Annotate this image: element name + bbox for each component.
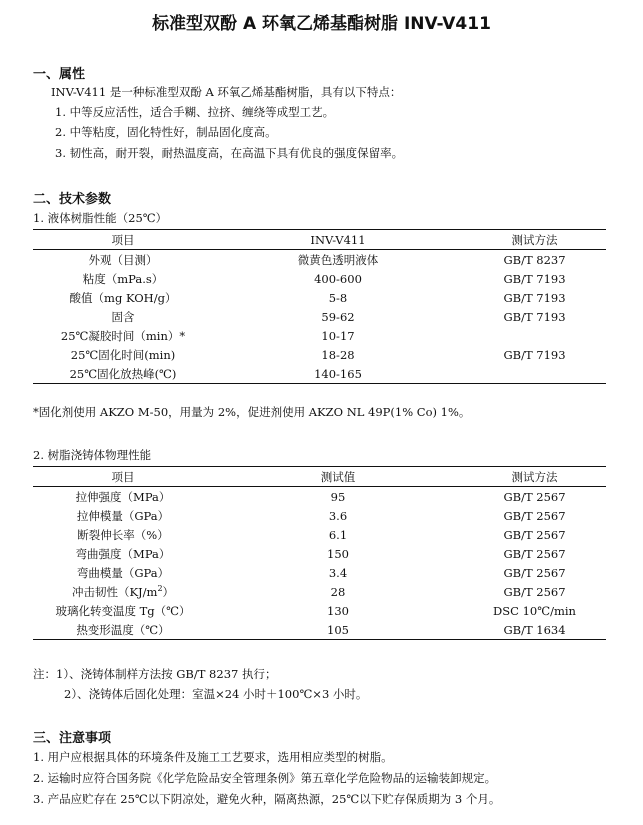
table-cell: GB/T 2567 — [503, 546, 566, 561]
column-header: 项目 — [111, 469, 135, 484]
column-header: INV-V411 — [310, 232, 366, 247]
table-cell: GB/T 2567 — [503, 565, 566, 580]
document-title: 标准型双酚 A 环氧乙烯基酯树脂 INV-V411 — [152, 14, 491, 34]
table-cell: 105 — [327, 622, 349, 637]
table-cell: GB/T 2567 — [503, 489, 566, 504]
column-header: 项目 — [111, 232, 135, 247]
table-row — [33, 563, 606, 582]
table-row — [33, 364, 606, 384]
table-cell — [463, 326, 606, 345]
table-row — [33, 269, 606, 288]
table-cell: 25℃固化时间(min) — [70, 347, 176, 362]
table-cell: 95 — [330, 489, 346, 504]
table-cell: 固含 — [111, 309, 135, 324]
table-row — [33, 345, 606, 364]
table-cell: 150 — [327, 546, 349, 561]
table-cell: 酸值（mg KOH/g） — [69, 290, 177, 305]
table-cell: GB/T 7193 — [503, 309, 566, 324]
table-cell: 59-62 — [321, 309, 355, 324]
table-cell: GB/T 8237 — [503, 252, 566, 267]
table-cell: 6.1 — [328, 527, 348, 542]
table-cell: 3.6 — [328, 508, 348, 523]
table-cell — [33, 582, 213, 601]
casting-properties-table — [33, 466, 606, 640]
table-cell: 拉伸模量（GPa） — [76, 508, 170, 523]
caution-item: 3. 产品应贮存在 25℃以下阴凉处，避免火种，隔离热源，25℃以下贮存保质期为 3 个月。 — [33, 792, 501, 806]
superscript: 2 — [157, 583, 163, 593]
table-cell: GB/T 7193 — [503, 347, 566, 362]
table-cell: 25℃凝胶时间（min）* — [60, 328, 186, 343]
table-cell: 3.4 — [328, 565, 348, 580]
table-row — [33, 487, 606, 507]
table-cell: GB/T 2567 — [503, 508, 566, 523]
table-cell: GB/T 7193 — [503, 271, 566, 286]
table-cell: 拉伸强度（MPa） — [75, 489, 171, 504]
table-cell: 130 — [327, 603, 349, 618]
table-row — [33, 525, 606, 544]
table-cell: 粘度（mPa.s） — [82, 271, 164, 286]
table-cell: 热变形温度（℃） — [76, 622, 170, 637]
table-header-row — [33, 230, 606, 250]
impact-label: 冲击韧性（KJ/m — [71, 584, 158, 599]
table-cell: 玻璃化转变温度 Tg（℃） — [55, 603, 191, 618]
section-heading-cautions: 三、注意事项 — [33, 731, 112, 746]
table-cell: 140-165 — [314, 366, 362, 381]
table-header-row — [33, 467, 606, 487]
table-row — [33, 506, 606, 525]
casting-note: 注：1）、浇铸体制样方法按 GB/T 8237 执行； — [33, 667, 277, 681]
table-cell: 28 — [330, 584, 346, 599]
caution-item: 1. 用户应根据具体的环境条件及施工工艺要求，选用相应类型的树脂。 — [33, 750, 393, 764]
liquid-table-caption: 1. 液体树脂性能（25℃） — [33, 211, 168, 225]
table-row — [33, 307, 606, 326]
column-header: 测试值 — [320, 469, 356, 484]
table-row — [33, 288, 606, 307]
column-header: 测试方法 — [511, 469, 558, 484]
table-cell: 弯曲模量（GPa） — [76, 565, 170, 580]
table-cell: 断裂伸长率（%） — [77, 527, 169, 542]
table-row — [33, 250, 606, 270]
table-cell: 5-8 — [328, 290, 348, 305]
liquid-table-footnote: *固化剂使用 AKZO M-50，用量为 2%，促进剂使用 AKZO NL 49P(1% Co) 1%。 — [33, 405, 471, 419]
properties-item: 2. 中等粘度，固化特性好，制品固化度高。 — [55, 125, 277, 139]
table-row — [33, 582, 606, 601]
liquid-resin-table — [33, 229, 606, 384]
table-cell: GB/T 2567 — [503, 527, 566, 542]
table-cell: 400-600 — [314, 271, 362, 286]
table-cell: GB/T 2567 — [503, 584, 566, 599]
table-cell: GB/T 1634 — [503, 622, 566, 637]
section-heading-properties: 一、属性 — [33, 67, 86, 82]
section-heading-tech: 二、技术参数 — [33, 192, 112, 207]
table-cell — [463, 364, 606, 384]
properties-item: 3. 韧性高，耐开裂，耐热温度高，在高温下具有优良的强度保留率。 — [55, 146, 404, 160]
casting-table-caption: 2. 树脂浇铸体物理性能 — [33, 448, 152, 462]
table-row — [33, 544, 606, 563]
table-cell: 10-17 — [321, 328, 355, 343]
table-cell: 弯曲强度（MPa） — [75, 546, 171, 561]
table-cell: GB/T 7193 — [503, 290, 566, 305]
table-cell: 18-28 — [321, 347, 355, 362]
table-row — [33, 601, 606, 620]
table-row — [33, 620, 606, 640]
caution-item: 2. 运输时应符合国务院《化学危险品安全管理条例》第五章化学危险物品的运输装卸规定。 — [33, 771, 497, 785]
table-cell: 外观（目测） — [88, 252, 158, 267]
table-cell: 微黄色透明液体 — [297, 252, 379, 267]
impact-label-close: ） — [162, 584, 175, 599]
properties-item: 1. 中等反应活性，适合手糊、拉挤、缠绕等成型工艺。 — [55, 105, 335, 119]
table-cell: 25℃固化放热峰(℃) — [69, 366, 177, 381]
column-header: 测试方法 — [511, 232, 558, 247]
table-cell: DSC 10℃/min — [493, 603, 576, 618]
table-row — [33, 326, 606, 345]
properties-intro: INV-V411 是一种标准型双酚 A 环氧乙烯基酯树脂，具有以下特点： — [51, 85, 402, 99]
casting-note: 2）、浇铸体后固化处理：室温×24 小时＋100℃×3 小时。 — [64, 687, 368, 701]
